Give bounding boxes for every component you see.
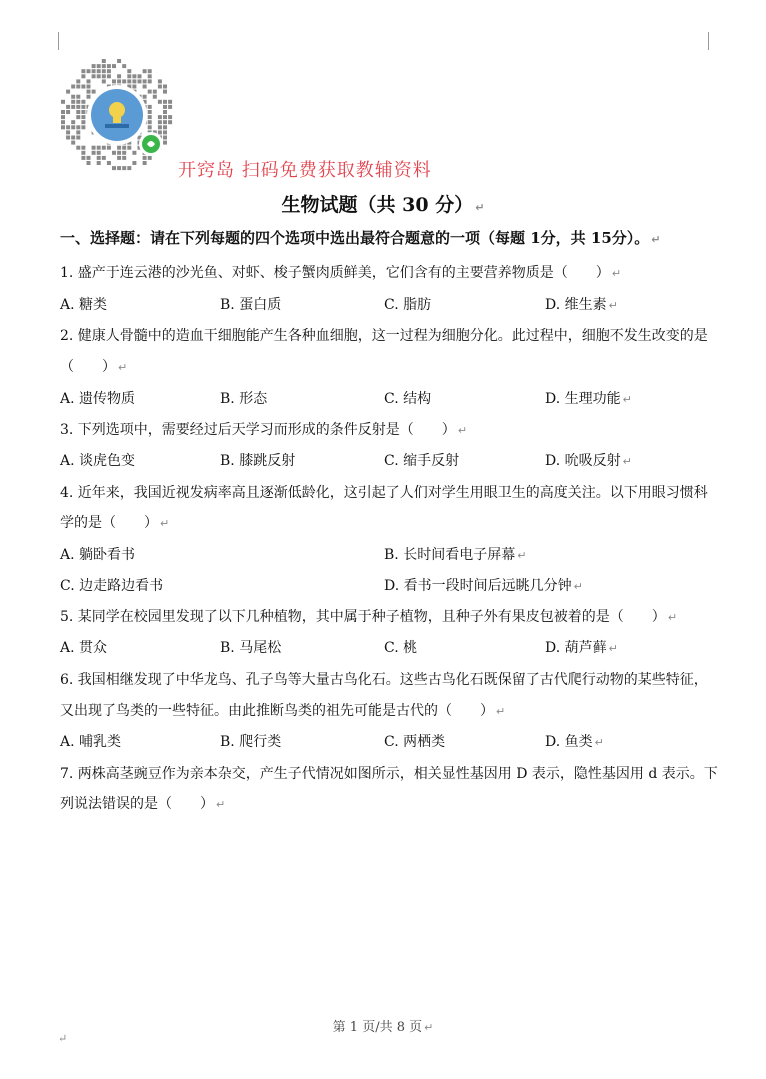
page-footer: 第 1 页/共 8 页 ↵ [332, 1020, 434, 1035]
question-2-stem-cont: （ ） ↵ [60, 359, 128, 375]
question-1-option-a: A. 糖类 [60, 297, 108, 313]
question-6-option-a: A. 哺乳类 [60, 734, 122, 750]
question-5-option-d: D. 葫芦藓 ↵ [545, 640, 618, 656]
question-6-option-b: B. 爬行类 [220, 734, 282, 750]
question-6-stem: 6. 我国相继发现了中华龙鸟、孔子鸟等大量古鸟化石。这些古鸟化石既保留了古代爬行动物的某些特征， [60, 672, 708, 688]
question-1-option-d: D. 维生素 ↵ [545, 297, 618, 313]
page-title: 生物试题（共 30 分） ↵ [281, 194, 485, 216]
question-2-option-b: B. 形态 [220, 391, 268, 407]
question-3-option-b: B. 膝跳反射 [220, 453, 296, 469]
promo-banner: 开窍岛 扫码免费获取教辅资料 [178, 160, 432, 181]
question-4-option-d: D. 看书一段时间后远眺几分钟 ↵ [384, 578, 583, 594]
question-7-stem-cont: 列说法错误的是（ ） ↵ [60, 796, 226, 812]
question-5-option-a: A. 贯众 [60, 640, 108, 656]
question-3-stem: 3. 下列选项中，需要经过后天学习而形成的条件反射是（ ） ↵ [60, 422, 468, 438]
question-5-option-b: B. 马尾松 [220, 640, 282, 656]
question-1-option-c: C. 脂肪 [384, 297, 432, 313]
question-3-option-c: C. 缩手反射 [384, 453, 460, 469]
question-1-stem: 1. 盛产于连云港的沙光鱼、对虾、梭子蟹肉质鲜美，它们含有的主要营养物质是（ ） ↵ [60, 265, 622, 281]
corner-mark-right [708, 32, 709, 50]
question-4-stem-cont: 学的是（ ） ↵ [60, 515, 170, 531]
question-3-option-d: D. 吮吸反射 ↵ [545, 453, 632, 469]
corner-mark-left [58, 32, 59, 50]
question-2-option-d: D. 生理功能 ↵ [545, 391, 632, 407]
section-heading: 一、选择题：请在下列每题的四个选项中选出最符合题意的一项（每题 1分，共 15分）。 ↵ [60, 229, 661, 247]
question-2-option-c: C. 结构 [384, 391, 432, 407]
question-2-option-a: A. 遗传物质 [60, 391, 136, 407]
question-4-option-c: C. 边走路边看书 [60, 578, 164, 594]
question-1-option-b: B. 蛋白质 [220, 297, 282, 313]
question-6-option-d: D. 鱼类 ↵ [545, 734, 604, 750]
question-4-option-b: B. 长时间看电子屏幕 ↵ [384, 547, 527, 563]
question-7-stem: 7. 两株高茎豌豆作为亲本杂交，产生子代情况如图所示，相关显性基因用 D 表示，隐性基因用 d 表示。下 [60, 766, 718, 782]
question-3-option-a: A. 谈虎色变 [60, 453, 136, 469]
question-6-stem-cont: 又出现了鸟类的一些特征。由此推断鸟类的祖先可能是古代的（ ） ↵ [60, 703, 506, 719]
question-5-option-c: C. 桃 [384, 640, 418, 656]
question-2-stem: 2. 健康人骨髓中的造血干细胞能产生各种血细胞，这一过程为细胞分化。此过程中，细胞不发生改变的是 [60, 328, 708, 344]
question-4-stem: 4. 近年来，我国近视发病率高且逐渐低龄化，这引起了人们对学生用眼卫生的高度关注。以下用眼习惯科 [60, 485, 708, 501]
question-6-option-c: C. 两栖类 [384, 734, 446, 750]
paragraph-mark: ↵ [58, 1032, 68, 1045]
qr-code-icon [58, 56, 176, 174]
question-5-stem: 5. 某同学在校园里发现了以下几种植物，其中属于种子植物，且种子外有果皮包被着的是（ ） ↵ [60, 609, 678, 625]
question-4-option-a: A. 躺卧看书 [60, 547, 136, 563]
